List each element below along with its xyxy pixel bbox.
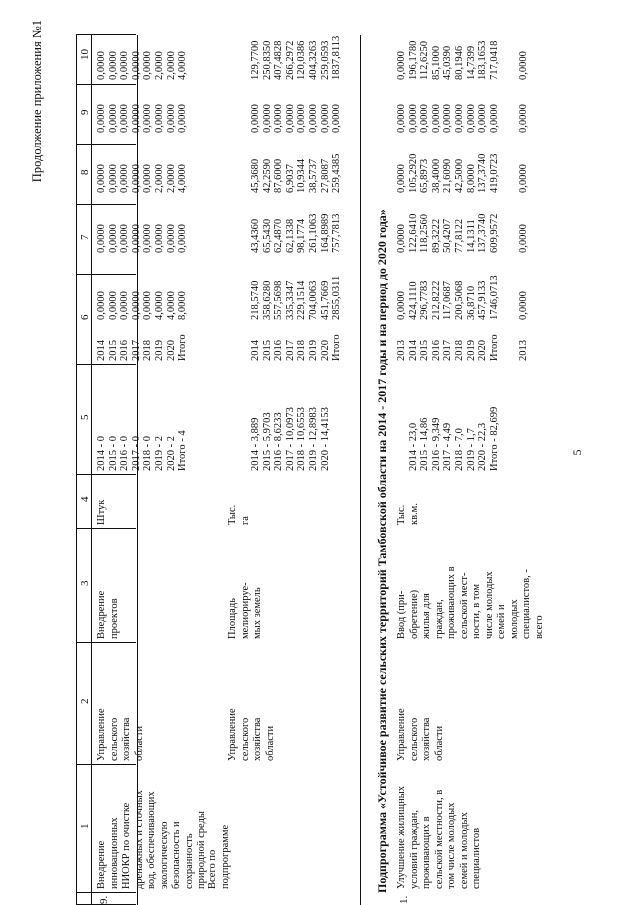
indicator: Внедрение проектов [96,590,120,639]
col-header-3: 3 [79,580,91,586]
executor: Управление сельского хозяйства области [396,708,445,761]
col-rule [76,204,136,205]
plan-values: 2014 - 23,0 2015 - 14,86 2016 - 9,349 2017 - 4,49 2018 - 7,0 2019 - 1,7 2020 - 22,3 Итого - 82,699 [407,406,500,471]
total-col10: 129,7700 250,8350 407,4828 266,2972 120,0386 404,3263 259,0593 1837,8113 [250,35,343,80]
col-header-8: 8 [79,169,91,175]
next-col8: 0,0000 [518,164,529,193]
next-col9: 0,0000 [518,104,529,133]
next-col10: 0,0000 [518,51,529,80]
measure-name: Улучшение жилищных условий граждан, проживающих в сельской местности, в том числе молодых семей и молодых специалистов [396,785,482,889]
col-rule [76,84,136,85]
col-header-10: 10 [79,49,91,60]
subprogram-title: Подпрограмма «Устойчивое развитие сельских территорий Тамбовской области на 2014 - 2017 годы и на период до 2020 года» [375,209,389,893]
col-rule [76,144,136,145]
total-col9: 0,0000 0,0000 0,0000 0,0000 0,0000 0,0000 0,0000 0,0000 [250,104,343,133]
plan-values: 2014 - 0 2015 - 0 2016 - 0 2017 - 0 2018 - 0 2019 - 2 2020 - 2 Итого - 4 [96,430,189,471]
next-col7: 0,0000 [518,224,529,253]
col6-values: 0,0000 0,0000 0,0000 0,0000 0,0000 4,0000 4,0000 8,0000 [96,291,189,320]
years: 2014 2015 2016 2017 2018 2019 2020 Итого [96,334,189,361]
col-rule [76,364,136,365]
years: 2013 2014 2015 2016 2017 2018 2019 2020 Итого [396,334,500,361]
col-header-4: 4 [79,496,91,502]
col-rule [76,764,136,765]
total-years: 2014 2015 2016 2017 2018 2019 2020 Итого [250,334,343,361]
col-header-5: 5 [79,414,91,420]
col10-values: 0,0000 0,0000 0,0000 0,0000 0,0000 2,0000 2,0000 4,0000 [96,51,189,80]
appendix-caption: Продолжение приложения №1 [30,20,44,183]
col9-values: 0,0000 0,0000 0,0000 0,0000 0,0000 0,0000 0,0000 0,0000 0,0000 [396,104,500,133]
total-label: Всего по подпрограмме [207,824,231,889]
next-col6: 0,0000 [518,291,529,320]
col9-values: 0,0000 0,0000 0,0000 0,0000 0,0000 0,0000 0,0000 0,0000 [96,104,189,133]
row-number: 9. [98,895,110,904]
total-col6: 218,5740 358,6280 557,5698 335,3347 229,1514 704,0063 451,7669 2855,0311 [250,275,343,320]
col-header-2: 2 [79,698,91,704]
col-rule [76,474,136,475]
row-rule [360,35,361,905]
col-rule [76,528,136,529]
total-indicator: Площадь мелиорируе- мых земель [227,582,263,639]
page-number: 5 [570,449,584,456]
total-executor: Управление сельского хозяйства области [227,708,276,761]
col-rule [76,34,136,35]
col7-values: 0,0000 0,0000 0,0000 0,0000 0,0000 0,0000 0,0000 0,0000 [96,224,189,253]
total-col7: 43,4360 65,5430 62,4870 62,1338 98,1774 261,1063 164,8989 757,7813 [250,213,343,253]
col8-values: 0,0000 0,0000 0,0000 0,0000 0,0000 2,0000 2,0000 4,0000 [96,164,189,193]
total-plan-values: 2014 - 3,889 2015 - 5,9703 2016 - 8,6233 2017 - 10,0973 2018 - 10,6553 2019 - 12,8983 2020 - 14,4153 [250,407,331,471]
col-rule [76,892,136,893]
col-rule [76,274,136,275]
measure-name: Внедрение инновационных НИОКР по очистке дренажных и сточных вод, обеспечивающих экологическую безопасность и сохранность природной среды [96,790,207,889]
next-year: 2013 [518,340,529,361]
header-rule [91,35,92,905]
col-header-7: 7 [79,234,91,240]
col-header-1: 1 [79,823,91,829]
col8-values: 0,0000 105,2920 65,8973 38,4000 21,6090 42,5000 8,0000 137,3740 419,0723 [396,153,500,193]
unit: Тыс. кв.м. [396,503,420,525]
col-rule [76,642,136,643]
col-header-6: 6 [79,314,91,320]
indicator: Ввод (при- обретение) жилья для граждан, проживающих в сельской мест- ности, в том числе молодых семей и молодых специалистов, - всего [396,566,545,639]
row-number: 1. [398,895,410,904]
executor: Управление сельского хозяйства области [96,708,145,761]
total-col8: 45,3680 42,2590 87,6000 6,9037 10,9344 38,5737 27,8087 259,4385 [250,153,343,193]
col6-values: 0,0000 424,1110 296,7783 212,8222 117,0687 200,5068 36,8710 457,9133 1746,0713 [396,275,500,320]
col7-values: 0,0000 122,6410 118,2560 89,3222 50,4207 77,8122 14,1311 137,3740 609,9572 [396,213,500,253]
col10-values: 0,0000 196,1780 112,6250 85,1000 45,0390 80,1946 14,7399 183,1653 717,0418 [396,40,500,80]
total-unit: Тыс. га [227,504,251,525]
unit: Штук [96,499,107,525]
col-header-9: 9 [79,109,91,115]
